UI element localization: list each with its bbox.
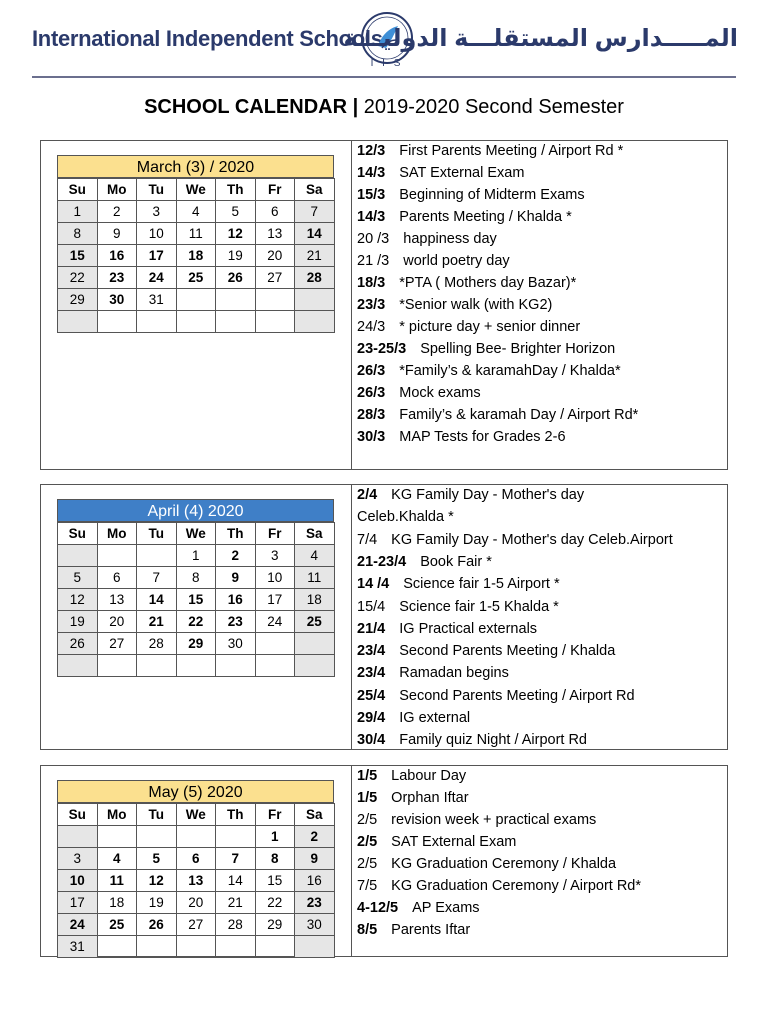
calendar-day: 30 xyxy=(216,633,256,655)
event-text: revision week + practical exams xyxy=(391,812,597,828)
calendar-day: 21 xyxy=(295,245,335,267)
calendar-day xyxy=(176,289,216,311)
event-date: 23/4 xyxy=(357,665,386,682)
calendar-day xyxy=(58,545,98,567)
calendar-grid-april xyxy=(57,522,335,677)
calendar-day: 1 xyxy=(58,201,98,223)
event-text: IG Practical externals xyxy=(399,620,538,637)
calendar-title-march: March (3) / 2020 xyxy=(57,155,334,178)
calendar-day: 4 xyxy=(176,201,216,223)
weekday-header: Mo xyxy=(97,523,137,545)
weekday-header: Fr xyxy=(255,804,295,826)
calendar-week xyxy=(58,223,335,245)
calendar-day: 18 xyxy=(295,589,335,611)
calendar-day: 25 xyxy=(295,611,335,633)
calendar-day xyxy=(216,655,256,677)
calendar-day: 5 xyxy=(137,848,177,870)
calendar-day: 29 xyxy=(176,633,216,655)
event-date: 8/5 xyxy=(357,922,378,938)
event-text: Parents Meeting / Khalda * xyxy=(399,209,572,225)
calendar-day: 6 xyxy=(176,848,216,870)
event-date: 20 /3 xyxy=(357,231,390,247)
weekday-header: Sa xyxy=(295,179,335,201)
event-date: 12/3 xyxy=(357,143,386,159)
event-date: 7/5 xyxy=(357,878,378,894)
calendar-week xyxy=(58,567,335,589)
weekday-header: Su xyxy=(58,523,98,545)
calendar-day: 19 xyxy=(137,892,177,914)
month-panel-march xyxy=(40,140,728,470)
panel-divider xyxy=(351,485,352,749)
weekday-header: Sa xyxy=(295,804,335,826)
calendar-day: 18 xyxy=(176,245,216,267)
calendar-day: 2 xyxy=(97,201,137,223)
event-text: Science fair 1-5 Airport * xyxy=(403,576,560,593)
school-name-en: International Independent Schools xyxy=(32,26,383,51)
event-date: 1/5 xyxy=(357,768,378,784)
calendar-day: 17 xyxy=(137,245,177,267)
calendar-week xyxy=(58,870,335,892)
logo-letters: I I S xyxy=(370,58,404,69)
event-date: 30/4 xyxy=(357,732,386,749)
calendar-week xyxy=(58,311,335,333)
calendar-day xyxy=(97,936,137,958)
calendar-day: 1 xyxy=(255,826,295,848)
calendar-day xyxy=(97,826,137,848)
event-item xyxy=(357,790,469,806)
calendar-week xyxy=(58,655,335,677)
calendar-day: 21 xyxy=(216,892,256,914)
calendar-day xyxy=(58,655,98,677)
event-item xyxy=(357,732,587,748)
event-text: Science fair 1-5 Khalda * xyxy=(399,598,559,615)
calendar-day: 9 xyxy=(97,223,137,245)
event-item xyxy=(357,253,510,269)
event-text: Parents Iftar xyxy=(391,922,471,938)
event-date: 29/4 xyxy=(357,710,386,726)
calendar-day xyxy=(255,655,295,677)
event-text: First Parents Meeting / Airport Rd * xyxy=(399,143,624,159)
calendar-day: 2 xyxy=(295,826,335,848)
calendar-day: 23 xyxy=(295,892,335,914)
calendar-day xyxy=(255,633,295,655)
event-item xyxy=(357,812,596,828)
event-date: 14 /4 xyxy=(357,576,390,593)
weekday-header: Th xyxy=(216,179,256,201)
event-item xyxy=(357,599,559,615)
calendar-day xyxy=(176,311,216,333)
event-date: 14/3 xyxy=(357,209,386,225)
calendar-day: 19 xyxy=(58,611,98,633)
calendar-day xyxy=(137,936,177,958)
title-bold: SCHOOL CALENDAR | xyxy=(144,96,359,118)
event-text: Ramadan begins xyxy=(399,665,509,682)
weekday-header: We xyxy=(176,523,216,545)
event-item xyxy=(357,385,481,401)
event-item xyxy=(357,429,566,445)
calendar-day: 8 xyxy=(176,567,216,589)
event-date: 23/3 xyxy=(357,297,386,313)
calendar-week xyxy=(58,633,335,655)
calendar-day xyxy=(295,633,335,655)
calendar-day xyxy=(176,826,216,848)
weekday-header: Su xyxy=(58,179,98,201)
calendar-day: 26 xyxy=(137,914,177,936)
event-text: KG Graduation Ceremony / Airport Rd* xyxy=(391,878,642,894)
event-item xyxy=(357,643,615,659)
event-item xyxy=(357,878,641,894)
calendar-day: 28 xyxy=(137,633,177,655)
calendar-week xyxy=(58,289,335,311)
event-item xyxy=(357,407,638,423)
event-item xyxy=(357,231,497,247)
event-item xyxy=(357,363,621,379)
calendar-day xyxy=(137,545,177,567)
event-text: happiness day xyxy=(403,231,497,247)
calendar-day: 9 xyxy=(216,567,256,589)
event-date: 25/4 xyxy=(357,687,386,704)
event-item xyxy=(357,487,584,503)
calendar-day: 11 xyxy=(97,870,137,892)
event-date: 14/3 xyxy=(357,165,386,181)
event-date: 30/3 xyxy=(357,429,386,445)
event-text: * picture day + senior dinner xyxy=(399,319,581,335)
event-item xyxy=(357,576,560,592)
page-header xyxy=(0,0,768,78)
calendar-day: 23 xyxy=(97,267,137,289)
event-date: 15/4 xyxy=(357,598,386,615)
event-text: Orphan Iftar xyxy=(391,790,469,806)
event-text: KG Family Day - Mother's day Celeb.Airport xyxy=(391,531,673,548)
calendar-day xyxy=(295,936,335,958)
calendar-day: 12 xyxy=(216,223,256,245)
event-text: Family quiz Night / Airport Rd xyxy=(399,732,587,749)
calendar-day xyxy=(137,826,177,848)
calendar-day xyxy=(255,311,295,333)
event-text: Second Parents Meeting / Khalda xyxy=(399,643,616,660)
calendar-day: 2 xyxy=(216,545,256,567)
weekday-header: Tu xyxy=(137,523,177,545)
event-item xyxy=(357,509,454,525)
calendar-day: 12 xyxy=(58,589,98,611)
event-text: world poetry day xyxy=(403,253,510,269)
event-item xyxy=(357,554,492,570)
calendar-day: 31 xyxy=(137,289,177,311)
weekday-header: Th xyxy=(216,523,256,545)
event-date: 21 /3 xyxy=(357,253,390,269)
calendar-day: 9 xyxy=(295,848,335,870)
calendar-day: 19 xyxy=(216,245,256,267)
event-text: KG Family Day - Mother's day xyxy=(391,487,585,503)
event-text: Family’s & karamah Day / Airport Rd* xyxy=(399,407,639,423)
calendar-day: 14 xyxy=(137,589,177,611)
calendar-day: 8 xyxy=(255,848,295,870)
school-name-ar: المـــــدارس المستقلـــة الدوليـــة xyxy=(343,25,738,52)
calendar-day: 4 xyxy=(295,545,335,567)
calendar-day: 7 xyxy=(137,567,177,589)
event-date: 4-12/5 xyxy=(357,900,399,916)
calendar-day xyxy=(295,289,335,311)
event-date: 21-23/4 xyxy=(357,553,407,570)
event-date: 1/5 xyxy=(357,790,378,806)
calendar-day: 13 xyxy=(176,870,216,892)
calendar-day: 3 xyxy=(58,848,98,870)
calendar-day: 13 xyxy=(97,589,137,611)
event-text: Beginning of Midterm Exams xyxy=(399,187,585,203)
event-date: 26/3 xyxy=(357,385,386,401)
event-text: KG Graduation Ceremony / Khalda xyxy=(391,856,617,872)
calendar-day: 4 xyxy=(97,848,137,870)
calendar-day: 15 xyxy=(255,870,295,892)
calendar-day: 15 xyxy=(176,589,216,611)
event-item xyxy=(357,856,616,872)
calendar-day xyxy=(137,655,177,677)
calendar-day: 6 xyxy=(255,201,295,223)
calendar-day: 14 xyxy=(216,870,256,892)
calendar-day: 22 xyxy=(176,611,216,633)
calendar-day: 24 xyxy=(255,611,295,633)
calendar-day: 5 xyxy=(216,201,256,223)
calendar-week xyxy=(58,589,335,611)
event-item xyxy=(357,834,516,850)
event-text: MAP Tests for Grades 2-6 xyxy=(399,429,566,445)
calendar-day xyxy=(176,655,216,677)
weekday-header: Mo xyxy=(97,179,137,201)
calendar-day xyxy=(137,311,177,333)
calendar-grid-march xyxy=(57,178,335,333)
calendar-day: 31 xyxy=(58,936,98,958)
calendar-day: 20 xyxy=(97,611,137,633)
calendar-day: 10 xyxy=(58,870,98,892)
month-panel-april xyxy=(40,484,728,750)
calendar-day: 5 xyxy=(58,567,98,589)
calendar-week xyxy=(58,201,335,223)
calendar-day: 16 xyxy=(216,589,256,611)
event-item xyxy=(357,209,572,225)
calendar-day: 26 xyxy=(216,267,256,289)
calendar-day: 11 xyxy=(295,567,335,589)
calendar-day: 29 xyxy=(58,289,98,311)
calendar-day xyxy=(97,545,137,567)
calendar-day: 3 xyxy=(137,201,177,223)
weekday-header: We xyxy=(176,179,216,201)
calendar-day: 7 xyxy=(295,201,335,223)
calendar-day: 29 xyxy=(255,914,295,936)
weekday-header: Sa xyxy=(295,523,335,545)
title-rest: 2019-2020 Second Semester xyxy=(363,96,624,118)
calendar-day: 24 xyxy=(137,267,177,289)
calendar-day xyxy=(295,311,335,333)
calendar-day: 16 xyxy=(295,870,335,892)
calendar-day: 25 xyxy=(97,914,137,936)
calendar-day: 28 xyxy=(295,267,335,289)
event-text: SAT External Exam xyxy=(391,834,517,850)
calendar-day: 6 xyxy=(97,567,137,589)
event-item xyxy=(357,143,623,159)
weekday-header: Su xyxy=(58,804,98,826)
calendar-day: 10 xyxy=(255,567,295,589)
event-text: SAT External Exam xyxy=(399,165,525,181)
calendar-day: 3 xyxy=(255,545,295,567)
calendar-day: 27 xyxy=(255,267,295,289)
calendar-day xyxy=(58,826,98,848)
calendar-day xyxy=(255,289,295,311)
calendar-day: 24 xyxy=(58,914,98,936)
page-title xyxy=(0,96,768,119)
event-text: Mock exams xyxy=(399,385,481,401)
calendar-week xyxy=(58,892,335,914)
calendar-day: 22 xyxy=(255,892,295,914)
calendar-day: 21 xyxy=(137,611,177,633)
calendar-day: 27 xyxy=(97,633,137,655)
calendar-day: 8 xyxy=(58,223,98,245)
event-text: *Senior walk (with KG2) xyxy=(399,297,553,313)
weekday-header: We xyxy=(176,804,216,826)
calendar-week xyxy=(58,848,335,870)
event-item xyxy=(357,900,480,916)
calendar-day: 30 xyxy=(97,289,137,311)
calendar-day: 13 xyxy=(255,223,295,245)
calendar-day: 17 xyxy=(255,589,295,611)
calendar-day xyxy=(295,655,335,677)
event-date: 2/5 xyxy=(357,856,378,872)
weekday-header: Fr xyxy=(255,179,295,201)
event-date: 2/4 xyxy=(357,487,378,503)
event-item xyxy=(357,165,524,181)
calendar-day xyxy=(97,311,137,333)
calendar-week xyxy=(58,826,335,848)
month-panel-may xyxy=(40,765,728,957)
calendar-day: 10 xyxy=(137,223,177,245)
event-item xyxy=(357,922,470,938)
calendar-week xyxy=(58,245,335,267)
event-text: *PTA ( Mothers day Bazar)* xyxy=(399,275,577,291)
event-text: Spelling Bee- Brighter Horizon xyxy=(420,341,616,357)
event-date: 21/4 xyxy=(357,620,386,637)
event-date: 2/5 xyxy=(357,812,378,828)
calendar-day xyxy=(216,289,256,311)
event-item xyxy=(357,319,580,335)
event-item xyxy=(357,710,470,726)
calendar-week xyxy=(58,545,335,567)
event-item xyxy=(357,275,576,291)
calendar-day: 22 xyxy=(58,267,98,289)
event-item xyxy=(357,768,466,784)
event-text: *Family’s & karamahDay / Khalda* xyxy=(399,363,621,379)
weekday-header: Tu xyxy=(137,179,177,201)
calendar-day: 25 xyxy=(176,267,216,289)
calendar-week xyxy=(58,936,335,958)
calendar-day: 11 xyxy=(176,223,216,245)
calendar-day: 23 xyxy=(216,611,256,633)
calendar-grid-may xyxy=(57,803,335,958)
event-text: Labour Day xyxy=(391,768,467,784)
event-item xyxy=(357,621,537,637)
weekday-header: Fr xyxy=(255,523,295,545)
calendar-week xyxy=(58,914,335,936)
event-item xyxy=(357,341,615,357)
event-date: 26/3 xyxy=(357,363,386,379)
weekday-header: Mo xyxy=(97,804,137,826)
event-date: 24/3 xyxy=(357,319,386,335)
panel-divider xyxy=(351,141,352,469)
calendar-week xyxy=(58,611,335,633)
event-date: 23-25/3 xyxy=(357,341,407,357)
calendar-day: 1 xyxy=(176,545,216,567)
calendar-day: 27 xyxy=(176,914,216,936)
calendar-day: 28 xyxy=(216,914,256,936)
weekday-header: Tu xyxy=(137,804,177,826)
calendar-day xyxy=(216,826,256,848)
calendar-day: 12 xyxy=(137,870,177,892)
calendar-day: 20 xyxy=(176,892,216,914)
event-item xyxy=(357,187,585,203)
calendar-day: 26 xyxy=(58,633,98,655)
calendar-day: 15 xyxy=(58,245,98,267)
calendar-day xyxy=(216,936,256,958)
event-text: IG external xyxy=(399,710,471,726)
header-rule xyxy=(32,76,736,78)
calendar-day xyxy=(97,655,137,677)
calendar-day: 14 xyxy=(295,223,335,245)
calendar-day xyxy=(255,936,295,958)
event-date: 2/5 xyxy=(357,834,378,850)
calendar-day: 16 xyxy=(97,245,137,267)
calendar-day: 30 xyxy=(295,914,335,936)
event-text: Book Fair * xyxy=(420,553,492,570)
weekday-header: Th xyxy=(216,804,256,826)
event-date: 7/4 xyxy=(357,531,378,548)
event-text: AP Exams xyxy=(412,900,480,916)
event-date: 28/3 xyxy=(357,407,386,423)
calendar-title-april: April (4) 2020 xyxy=(57,499,334,522)
calendar-day: 7 xyxy=(216,848,256,870)
calendar-day xyxy=(58,311,98,333)
event-item xyxy=(357,297,552,313)
event-item xyxy=(357,532,673,548)
event-text: Celeb.Khalda * xyxy=(357,509,454,526)
calendar-day: 17 xyxy=(58,892,98,914)
panel-divider xyxy=(351,766,352,956)
calendar-day: 18 xyxy=(97,892,137,914)
calendar-title-may: May (5) 2020 xyxy=(57,780,334,803)
calendar-week xyxy=(58,267,335,289)
event-date: 15/3 xyxy=(357,187,386,203)
event-item xyxy=(357,688,635,704)
calendar-day: 20 xyxy=(255,245,295,267)
calendar-day xyxy=(176,936,216,958)
event-item xyxy=(357,665,509,681)
event-date: 18/3 xyxy=(357,275,386,291)
calendar-day xyxy=(216,311,256,333)
event-text: Second Parents Meeting / Airport Rd xyxy=(399,687,635,704)
event-date: 23/4 xyxy=(357,643,386,660)
